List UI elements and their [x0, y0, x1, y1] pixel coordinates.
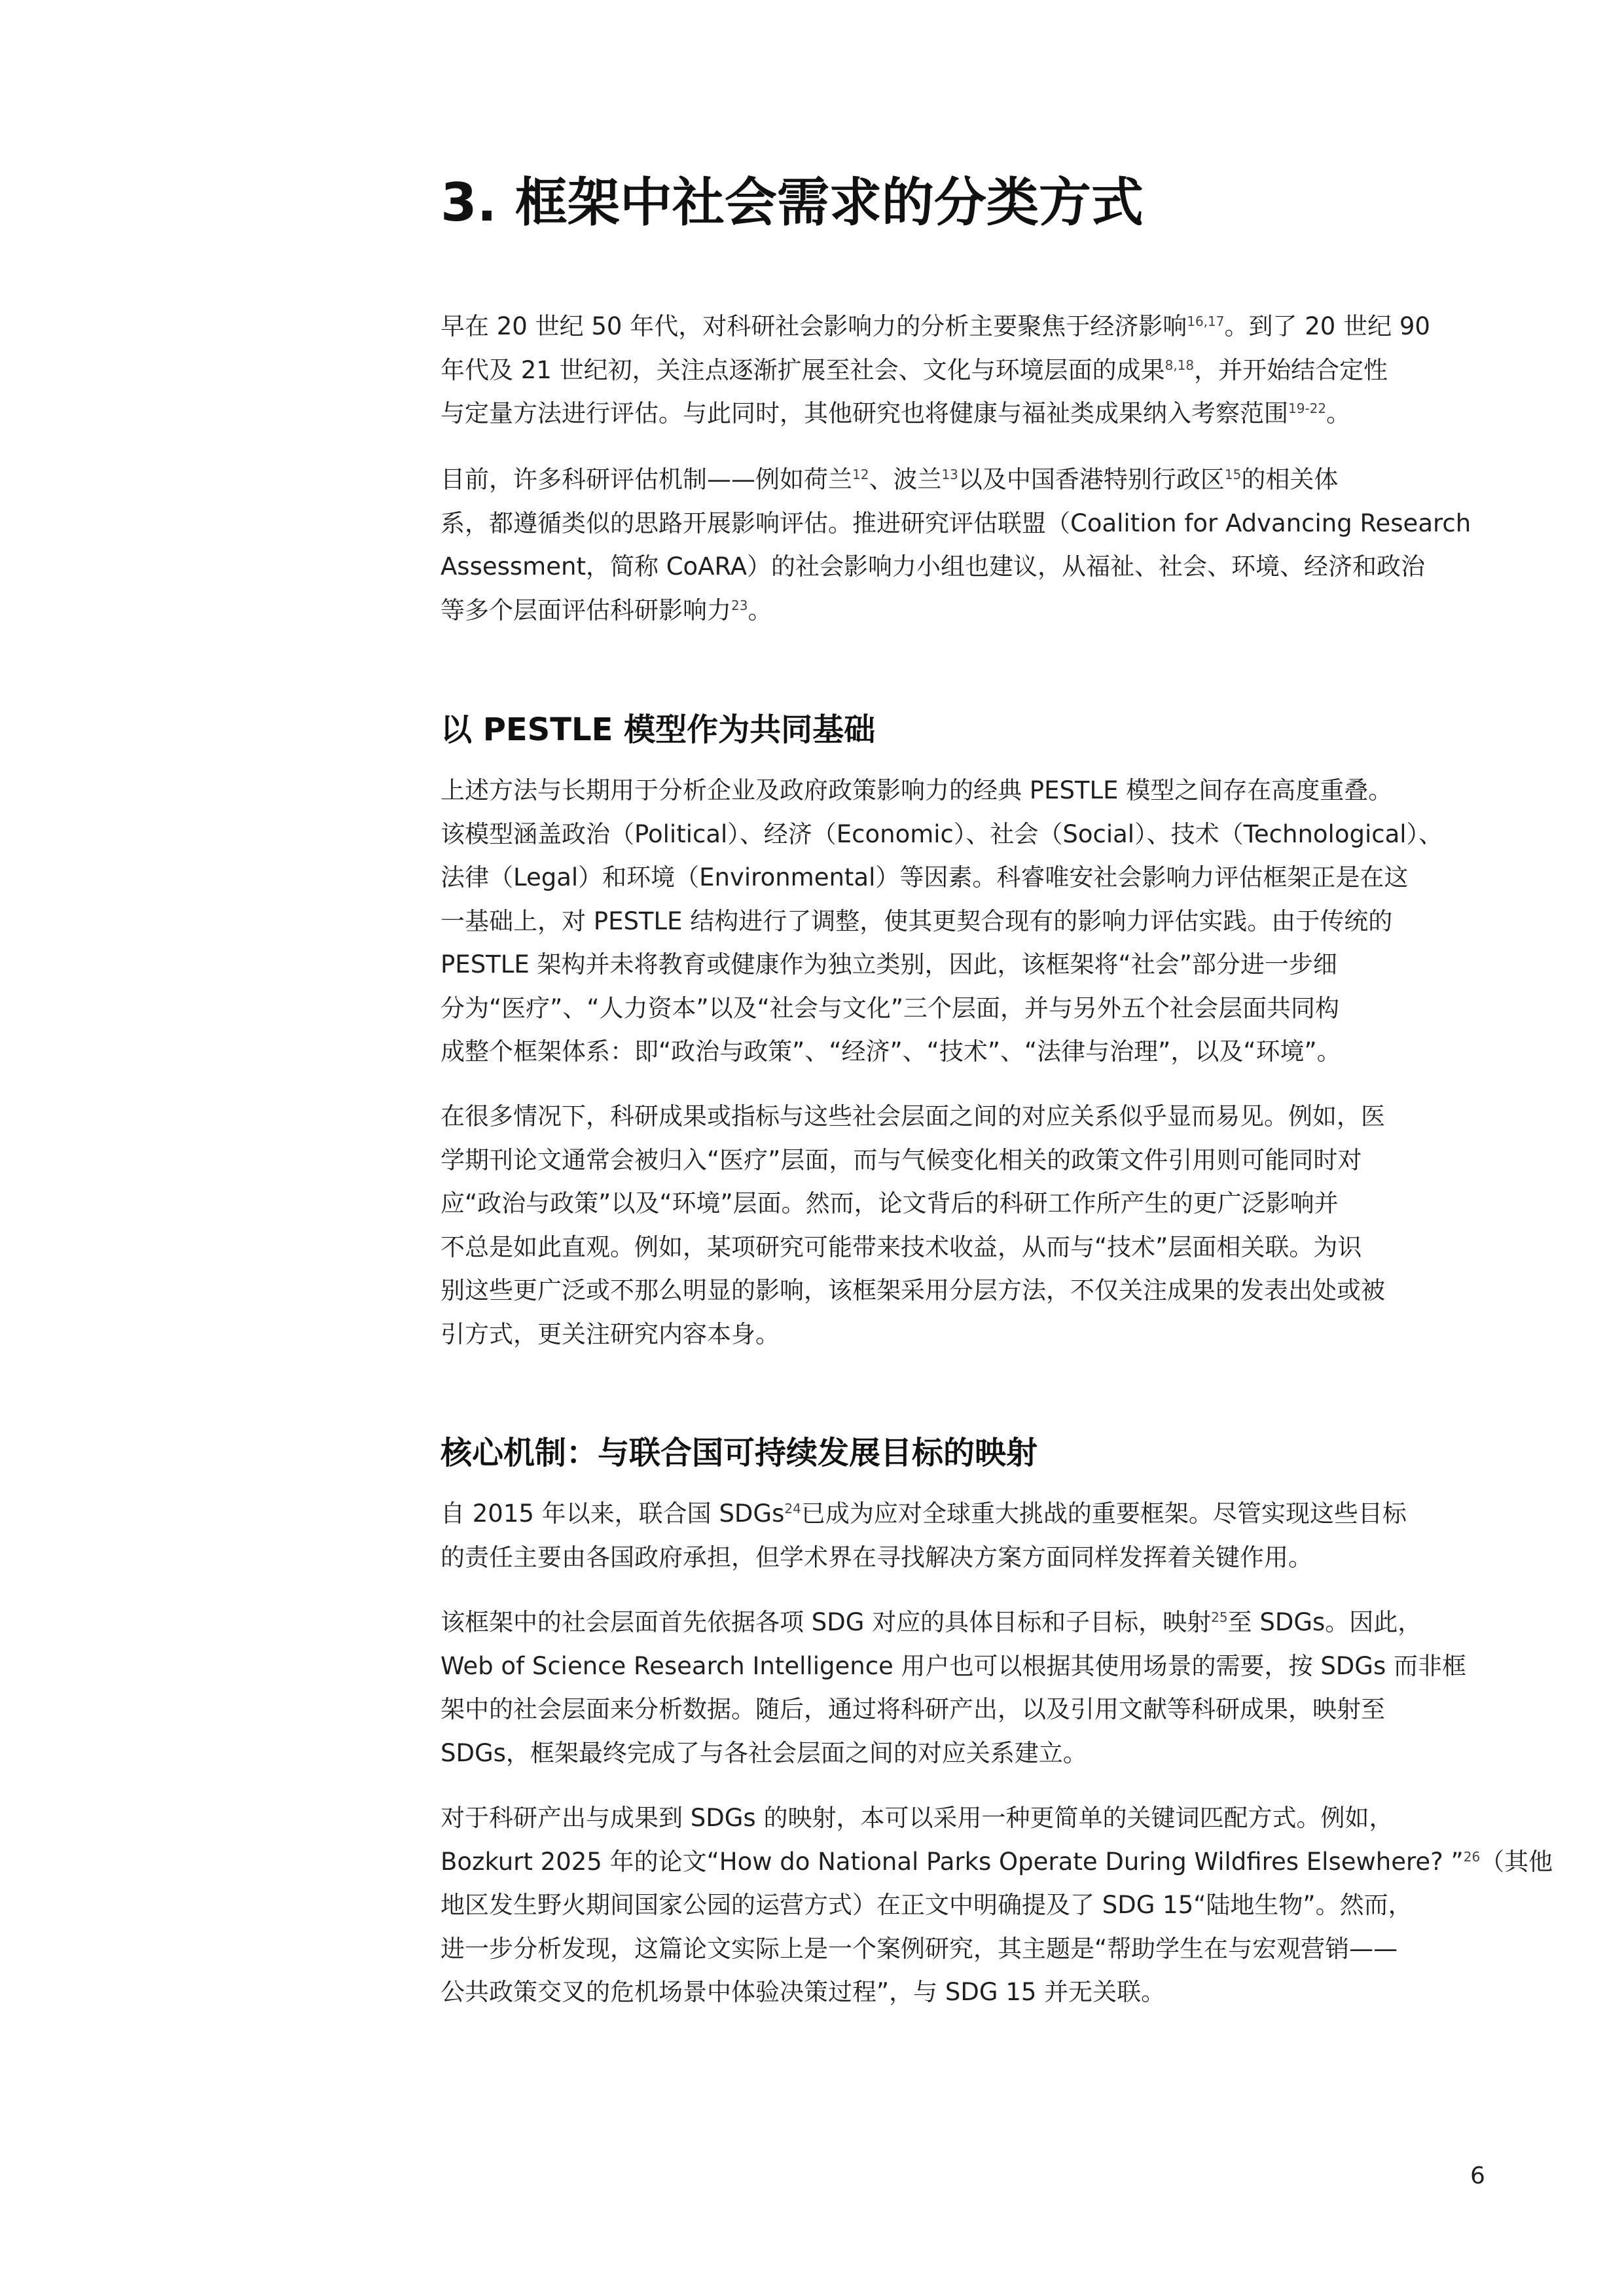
text-line: 别这些更广泛或不那么明显的影响，该框架采用分层方法，不仅关注成果的发表出处或被 [441, 1276, 1385, 1304]
text-line: 自 2015 年以来，联合国 SDGs$^{24}$已成为应对全球重大挑战的重要框架。尽管实现这些目标 [441, 1499, 1407, 1528]
text-line: SDGs，框架最终完成了与各社会层面之间的对应关系建立。 [441, 1738, 1087, 1767]
text-line: 系，都遵循类似的思路开展影响评估。推进研究评估联盟（Coalition for Advancing Research [441, 509, 1471, 537]
text-line: 引方式，更关注研究内容本身。 [441, 1319, 780, 1348]
page-title: 3. 框架中社会需求的分类方式 [441, 172, 1144, 233]
paragraph-sdg-3 [441, 1797, 1553, 2015]
text-line: 分为“医疗”、“人力资本”以及“社会与文化”三个层面，并与另外五个社会层面共同构 [441, 994, 1340, 1022]
paragraph-pestle-1 [441, 769, 1511, 1074]
text-line: 架中的社会层面来分析数据。随后，通过将科研产出，以及引用文献等科研成果，映射至 [441, 1695, 1385, 1723]
text-line: Assessment，简称 CoARA）的社会影响力小组也建议，从福祉、社会、环境、经济和政治 [441, 552, 1426, 581]
text-line: 一基础上，对 PESTLE 结构进行了调整，使其更契合现有的影响力评估实践。由于传统的 [441, 906, 1393, 935]
text-line: 学期刊论文通常会被归入“医疗”层面，而与气候变化相关的政策文件引用则可能同时对 [441, 1145, 1362, 1174]
section-heading-sdg: 核心机制：与联合国可持续发展目标的映射 [441, 1435, 1038, 1471]
text-line: Web of Science Research Intelligence 用户也可以根据其使用场景的需要，按 SDGs 而非框 [441, 1651, 1467, 1680]
text-line: 对于科研产出与成果到 SDGs 的映射，本可以采用一种更简单的关键词匹配方式。例如， [441, 1804, 1394, 1832]
text-line: PESTLE 架构并未将教育或健康作为独立类别，因此，该框架将“社会”部分进一步细 [441, 950, 1337, 978]
paragraph-intro-1 [441, 305, 1511, 436]
paragraph-intro-2 [441, 458, 1511, 632]
text-line: 该框架中的社会层面首先依据各项 SDG 对应的具体目标和子目标，映射$^{25}$至 SDGs。因此， [441, 1608, 1422, 1636]
text-line: 进一步分析发现，这篇论文实际上是一个案例研究，其主题是“帮助学生在与宏观营销—— [441, 1934, 1398, 1963]
text-line: 法律（Legal）和环境（Environmental）等因素。科睿唯安社会影响力评估框架正是在这 [441, 863, 1409, 891]
text-line: 在很多情况下，科研成果或指标与这些社会层面之间的对应关系似乎显而易见。例如，医 [441, 1102, 1385, 1130]
text-line: 公共政策交叉的危机场景中体验决策过程”，与 SDG 15 并无关联。 [441, 1978, 1166, 2006]
text-line: 与定量方法进行评估。与此同时，其他研究也将健康与福祉类成果纳入考察范围$^{19-22}$。 [441, 399, 1351, 427]
text-line: 等多个层面评估科研影响力$^{23}$。 [441, 596, 772, 624]
paragraph-sdg-2 [441, 1601, 1511, 1775]
section-heading-pestle: 以 PESTLE 模型作为共同基础 [441, 711, 876, 748]
text-line: Bozkurt 2025 年的论文“How do National Parks Operate During Wildfires Elsewhere? ”$^{26}$（其他 [441, 1847, 1553, 1876]
text-line: 应“政治与政策”以及“环境”层面。然而，论文背后的科研工作所产生的更广泛影响并 [441, 1189, 1339, 1217]
text-line: 上述方法与长期用于分析企业及政府政策影响力的经典 PESTLE 模型之间存在高度重叠。 [441, 776, 1393, 804]
paragraph-pestle-2 [441, 1095, 1511, 1356]
text-line: 年代及 21 世纪初，关注点逐渐扩展至社会、文化与环境层面的成果$^{8,18}$，并开始结合定性 [441, 355, 1388, 384]
text-line: 目前，许多科研评估机制——例如荷兰$^{12}$、波兰$^{13}$以及中国香港特别行政区$^{15}$的相关体 [441, 465, 1339, 493]
text-line: 早在 20 世纪 50 年代，对科研社会影响力的分析主要聚焦于经济影响$^{16,17}$。到了 20 世纪 90 [441, 312, 1430, 340]
text-line: 成整个框架体系：即“政治与政策”、“经济”、“技术”、“法律与治理”，以及“环境”。 [441, 1037, 1341, 1066]
page-number: 6 [1470, 2162, 1485, 2189]
text-line: 的责任主要由各国政府承担，但学术界在寻找解决方案方面同样发挥着关键作用。 [441, 1543, 1312, 1571]
paragraph-sdg-1 [441, 1492, 1511, 1579]
text-line: 地区发生野火期间国家公园的运营方式）在正文中明确提及了 SDG 15“陆地生物”。然而， [441, 1891, 1413, 1919]
text-line: 不总是如此直观。例如，某项研究可能带来技术收益，从而与“技术”层面相关联。为识 [441, 1232, 1362, 1261]
text-line: 该模型涵盖政治（Political）、经济（Economic）、社会（Social）、技术（Technological）、 [441, 819, 1443, 848]
